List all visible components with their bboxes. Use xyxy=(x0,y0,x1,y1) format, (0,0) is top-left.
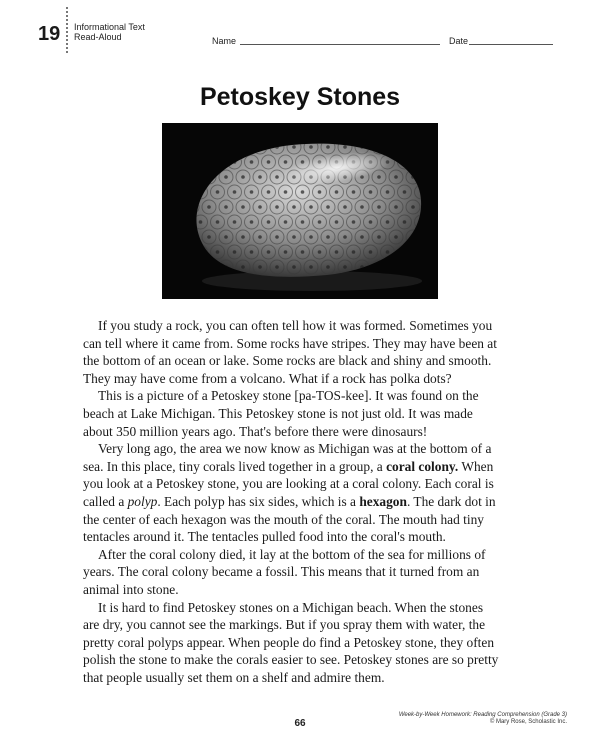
polyp-mouth xyxy=(301,190,305,194)
polyp-mouth xyxy=(216,220,220,224)
polyp-mouth xyxy=(250,250,254,254)
polyp-mouth xyxy=(233,250,237,254)
polyp-mouth xyxy=(207,205,211,209)
p1-line-4: They may have come from a volcano. What if a rock has polka dots? xyxy=(83,370,452,386)
polyp-mouth xyxy=(335,220,339,224)
polyp-mouth xyxy=(318,250,322,254)
p5-line-3: pretty coral polyps appear. When people do find a Petoskey stone, they often xyxy=(83,634,495,650)
p5-line-5: that people usually set them on a shelf and admire them. xyxy=(83,669,385,685)
p3-line-2-text: sea. In this place, tiny corals lived together in a group, a xyxy=(83,458,387,474)
polyp-mouth xyxy=(369,220,373,224)
polyp-mouth xyxy=(199,220,203,224)
polyp-mouth xyxy=(301,250,305,254)
p1-line-1: If you study a rock, you can often tell how it was formed. Sometimes you xyxy=(98,318,493,333)
polyp-mouth xyxy=(343,235,347,239)
lesson-type xyxy=(74,22,145,42)
polyp-mouth xyxy=(352,250,356,254)
polyp-mouth xyxy=(335,250,339,254)
p3-line-6: tentacles around it. The tentacles pulled food into the coral's mouth. xyxy=(83,529,446,545)
term-polyp: polyp xyxy=(127,493,158,509)
p3-line-4 xyxy=(83,494,496,509)
polyp-mouth xyxy=(394,205,398,209)
p1-line-3: the bottom of an ocean or lake. Some rocks are black and shiny and smooth. xyxy=(83,353,492,369)
polyp-mouth xyxy=(309,145,313,149)
polyp-mouth xyxy=(275,205,279,209)
polyp-mouth xyxy=(309,205,313,209)
polyp-mouth xyxy=(343,205,347,209)
p1-line-2: can tell where it came from. Some rocks have stripes. They may have been at xyxy=(83,335,497,351)
polyp-mouth xyxy=(250,190,254,194)
p3-line-4-end: . The dark dot in xyxy=(406,493,496,509)
polyp-mouth xyxy=(267,220,271,224)
polyp-mouth xyxy=(326,145,330,149)
lesson-number: 19 xyxy=(38,23,61,45)
paragraph-4 xyxy=(83,546,523,599)
polyp-mouth xyxy=(216,250,220,254)
p2-line-1: This is a picture of a Petoskey stone [pa-TOS-kee]. It was found on the xyxy=(98,388,479,404)
passage xyxy=(83,317,523,686)
p4-line-3: animal into stone. xyxy=(83,581,179,597)
polyp-mouth xyxy=(207,235,211,239)
polyp-mouth xyxy=(352,190,356,194)
polyp-mouth xyxy=(267,160,271,164)
polyp-mouth xyxy=(386,220,390,224)
polyp-mouth xyxy=(258,235,262,239)
polyp-mouth xyxy=(241,205,245,209)
polyp-mouth xyxy=(352,220,356,224)
term-coral-colony: coral colony. xyxy=(386,458,459,474)
polyp-mouth xyxy=(250,160,254,164)
polyp-mouth xyxy=(292,205,296,209)
date-label: Date xyxy=(449,36,469,46)
copyright-credit xyxy=(399,712,567,726)
p3-line-2-end: When xyxy=(458,458,494,474)
polyp-mouth xyxy=(394,235,398,239)
polyp-mouth xyxy=(275,235,279,239)
polyp-mouth xyxy=(301,220,305,224)
polyp-mouth xyxy=(224,205,228,209)
polyp-mouth xyxy=(292,145,296,149)
polyp-mouth xyxy=(411,205,415,209)
credit-line-2: © Mary Rose, Scholastic Inc. xyxy=(489,719,567,725)
lesson-type-line-1: Informational Text xyxy=(74,22,145,32)
polyp-mouth xyxy=(377,235,381,239)
polyp-mouth xyxy=(343,145,347,149)
polyp-mouth xyxy=(386,250,390,254)
p5-line-4: polish the stone to make the corals easier to see. Petoskey stones are so pretty xyxy=(83,652,499,668)
polyp-mouth xyxy=(369,250,373,254)
polyp-mouth xyxy=(318,220,322,224)
paragraph-2 xyxy=(83,387,523,440)
p3-line-1: Very long ago, the area we now know as Michigan was at the bottom of a xyxy=(98,441,492,457)
polyp-mouth xyxy=(326,265,330,269)
name-field[interactable] xyxy=(240,44,440,45)
polyp-mouth xyxy=(386,190,390,194)
p3-line-2 xyxy=(83,459,493,474)
polyp-mouth xyxy=(292,265,296,269)
polyp-mouth xyxy=(377,205,381,209)
polyp-mouth xyxy=(284,250,288,254)
polyp-mouth xyxy=(394,175,398,179)
p2-line-2: beach at Lake Michigan. This Petoskey stone is not just old. It was made xyxy=(83,405,473,421)
term-hexagon: hexagon xyxy=(359,493,407,509)
page-header xyxy=(0,0,600,60)
polyp-mouth xyxy=(241,265,245,269)
polyp-mouth xyxy=(403,220,407,224)
polyp-mouth xyxy=(258,175,262,179)
polyp-mouth xyxy=(241,175,245,179)
polyp-mouth xyxy=(267,190,271,194)
polyp-mouth xyxy=(360,235,364,239)
p2-line-3: about 350 million years ago. That's before there were dinosaurs! xyxy=(83,423,428,439)
polyp-mouth xyxy=(284,220,288,224)
paragraph-3 xyxy=(83,440,523,546)
polyp-mouth xyxy=(233,190,237,194)
page-title: Petoskey Stones xyxy=(199,83,401,111)
p3-line-3: you look at a Petoskey stone, you are looking at a coral colony. Each coral is xyxy=(83,476,494,492)
polyp-mouth xyxy=(241,235,245,239)
page-number: 66 xyxy=(294,718,306,729)
polyp-mouth xyxy=(224,235,228,239)
polyp-mouth xyxy=(275,265,279,269)
polyp-mouth xyxy=(275,175,279,179)
polyp-mouth xyxy=(233,220,237,224)
dotted-divider xyxy=(66,6,68,54)
polyp-mouth xyxy=(216,190,220,194)
p3-line-5: the center of each hexagon was the mouth of the coral. The mouth had tiny xyxy=(83,511,484,527)
polyp-mouth xyxy=(258,205,262,209)
paragraph-1 xyxy=(83,317,523,387)
polyp-mouth xyxy=(377,175,381,179)
lesson-type-line-2: Read-Aloud xyxy=(74,32,122,42)
p5-line-1: It is hard to find Petoskey stones on a Michigan beach. When the stones xyxy=(98,599,484,615)
stone-image xyxy=(162,123,438,299)
polyp-mouth xyxy=(267,250,271,254)
polyp-mouth xyxy=(284,160,288,164)
polyp-mouth xyxy=(403,190,407,194)
p3-line-4-text: called a xyxy=(83,493,128,509)
p3-line-4-mid: . Each polyp has six sides, which is a xyxy=(157,493,360,509)
polyp-mouth xyxy=(258,265,262,269)
polyp-mouth xyxy=(326,235,330,239)
petoskey-stone-photo xyxy=(162,123,438,299)
polyp-mouth xyxy=(309,265,313,269)
polyp-mouth xyxy=(335,190,339,194)
polyp-mouth xyxy=(250,220,254,224)
p4-line-1: After the coral colony died, it lay at the bottom of the sea for millions of xyxy=(98,546,486,562)
polyp-mouth xyxy=(360,205,364,209)
polyp-mouth xyxy=(326,205,330,209)
polyp-mouth xyxy=(309,235,313,239)
polyp-mouth xyxy=(343,265,347,269)
name-label: Name xyxy=(212,36,237,46)
p5-line-2: are dry, you cannot see the markings. But if you spray them with water, the xyxy=(83,617,486,633)
credit-line-1: Week-by-Week Homework: Reading Comprehension (Grade 3) xyxy=(398,712,567,718)
p4-line-2: years. The coral colony became a fossil. This means that it turned from an xyxy=(83,564,480,580)
polyp-mouth xyxy=(292,235,296,239)
date-field[interactable] xyxy=(469,44,553,45)
polyp-mouth xyxy=(369,190,373,194)
polyp-mouth xyxy=(224,175,228,179)
paragraph-5 xyxy=(83,599,523,687)
polyp-mouth xyxy=(284,190,288,194)
polyp-mouth xyxy=(318,190,322,194)
